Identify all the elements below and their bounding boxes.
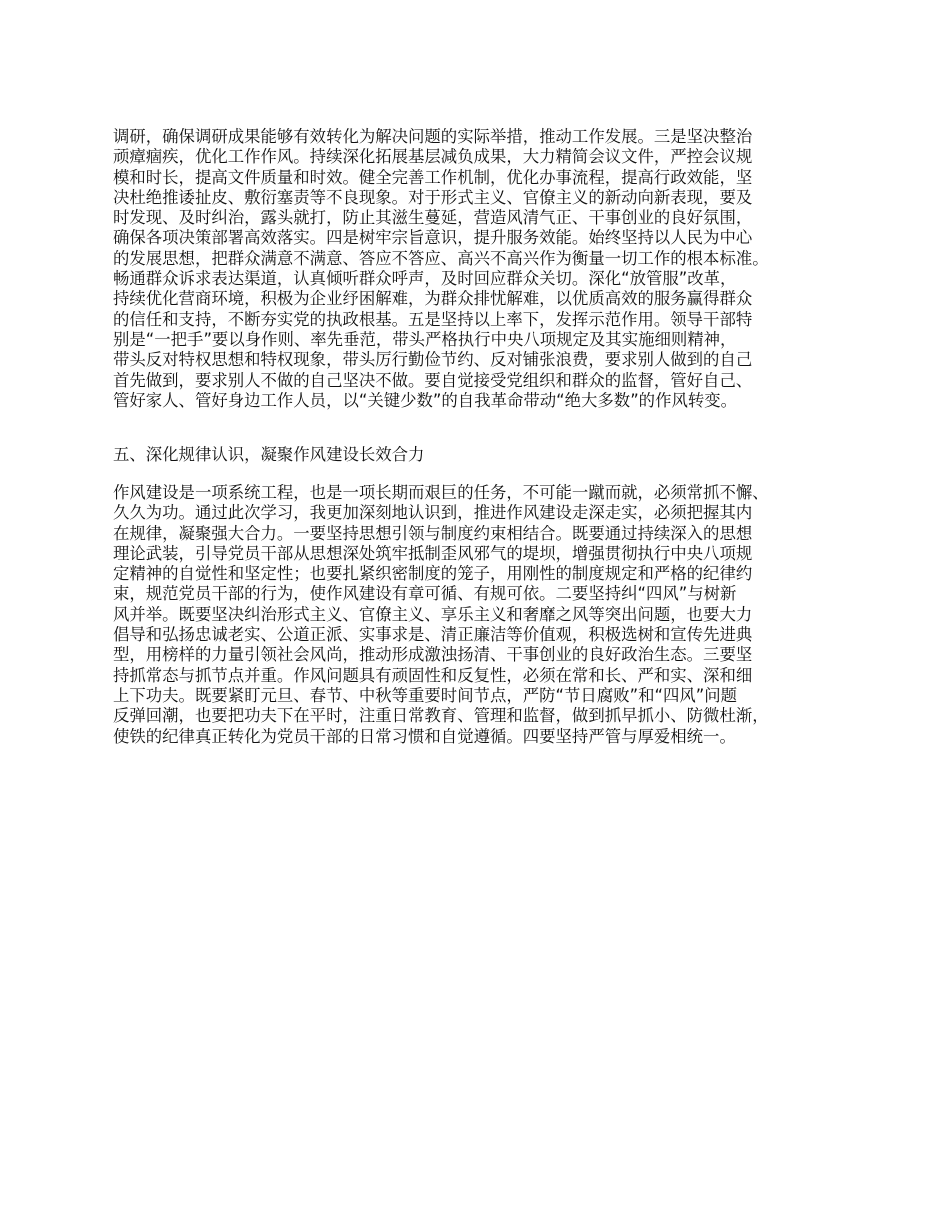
text-line: 首先做到，要求别人不做的自己坚决不做。要自觉接受党组织和群众的监督，管好自己、 <box>113 370 753 390</box>
text-line: 持抓常态与抓节点并重。作风问题具有顽固性和反复性，必须在常和长、严和实、深和细 <box>113 665 753 685</box>
text-line: 模和时长，提高文件质量和时效。健全完善工作机制，优化办事流程，提高行政效能，坚 <box>113 167 753 187</box>
text-line: 决杜绝推诿扯皮、敷衍塞责等不良现象。对于形式主义、官僚主义的新动向新表现，要及 <box>113 187 753 207</box>
text-line: 型，用榜样的力量引领社会风尚，推动形成激浊扬清、干事创业的良好政治生态。三要坚 <box>113 645 753 665</box>
body-paragraph-2 <box>113 483 769 747</box>
text-line: 畅通群众诉求表达渠道，认真倾听群众呼声，及时回应群众关切。深化“放管服”改革， <box>113 269 737 289</box>
text-line: 上下功夫。既要紧盯元旦、春节、中秋等重要时间节点，严防“节日腐败”和“四风”问题 <box>113 685 738 705</box>
text-line: 确保各项决策部署高效落实。四是树牢宗旨意识，提升服务效能。始终坚持以人民为中心 <box>113 228 753 248</box>
text-line: 作风建设是一项系统工程，也是一项长期而艰巨的任务，不可能一蹴而就，必须常抓不懈、 <box>113 483 769 502</box>
text-line: 使铁的纪律真正转化为党员干部的日常习惯和自觉遵循。四要坚持严管与厚爱相统一。 <box>113 726 736 746</box>
text-line: 风并举。既要坚决纠治形式主义、官僚主义、享乐主义和奢靡之风等突出问题，也要大力 <box>113 604 753 624</box>
text-line: 管好家人、管好身边工作人员，以“关键少数”的自我革命带动“绝大多数”的作风转变。 <box>113 390 738 410</box>
text-line: 在规律，凝聚强大合力。一要坚持思想引领与制度约束相结合。既要通过持续深入的思想 <box>113 523 753 543</box>
text-line: 理论武装，引导党员干部从思想深处筑牢抵制歪风邪气的堤坝，增强贯彻执行中央八项规 <box>113 543 753 563</box>
text-line: 反弹回潮，也要把功夫下在平时，注重日常教育、管理和监督，做到抓早抓小、防微杜渐， <box>113 706 769 726</box>
body-paragraph-1 <box>113 127 769 411</box>
text-line: 的信任和支持，不断夯实党的执政根基。五是坚持以上率下，发挥示范作用。领导干部特 <box>113 309 753 329</box>
section-heading: 五、深化规律认识，凝聚作风建设长效合力 <box>113 445 425 464</box>
text-line: 的发展思想，把群众满意不满意、答应不答应、高兴不高兴作为衡量一切工作的根本标准。 <box>113 248 769 268</box>
text-line: 定精神的自觉性和坚定性；也要扎紧织密制度的笼子，用刚性的制度规定和严格的纪律约 <box>113 564 753 584</box>
text-line: 久久为功。通过此次学习，我更加深刻地认识到，推进作风建设走深走实，必须把握其内 <box>113 503 753 523</box>
text-line: 调研，确保调研成果能够有效转化为解决问题的实际举措，推动工作发展。三是坚决整治 <box>113 127 753 146</box>
text-line: 束，规范党员干部的行为，使作风建设有章可循、有规可依。二要坚持纠“四风”与树新 <box>113 584 737 604</box>
text-line: 时发现、及时纠治，露头就打，防止其滋生蔓延，营造风清气正、干事创业的良好氛围， <box>113 208 753 228</box>
text-line: 倡导和弘扬忠诚老实、公道正派、实事求是、清正廉洁等价值观，积极选树和宣传先进典 <box>113 625 753 645</box>
text-line: 持续优化营商环境，积极为企业纾困解难，为群众排忧解难，以优质高效的服务赢得群众 <box>113 289 753 309</box>
text-line: 别是“一把手”要以身作则、率先垂范，带头严格执行中央八项规定及其实施细则精神， <box>113 329 737 349</box>
text-line: 带头反对特权思想和特权现象，带头厉行勤俭节约、反对铺张浪费，要求别人做到的自己 <box>113 350 753 370</box>
text-line: 顽瘴痼疾，优化工作作风。持续深化拓展基层减负成果，大力精简会议文件，严控会议规 <box>113 147 753 167</box>
